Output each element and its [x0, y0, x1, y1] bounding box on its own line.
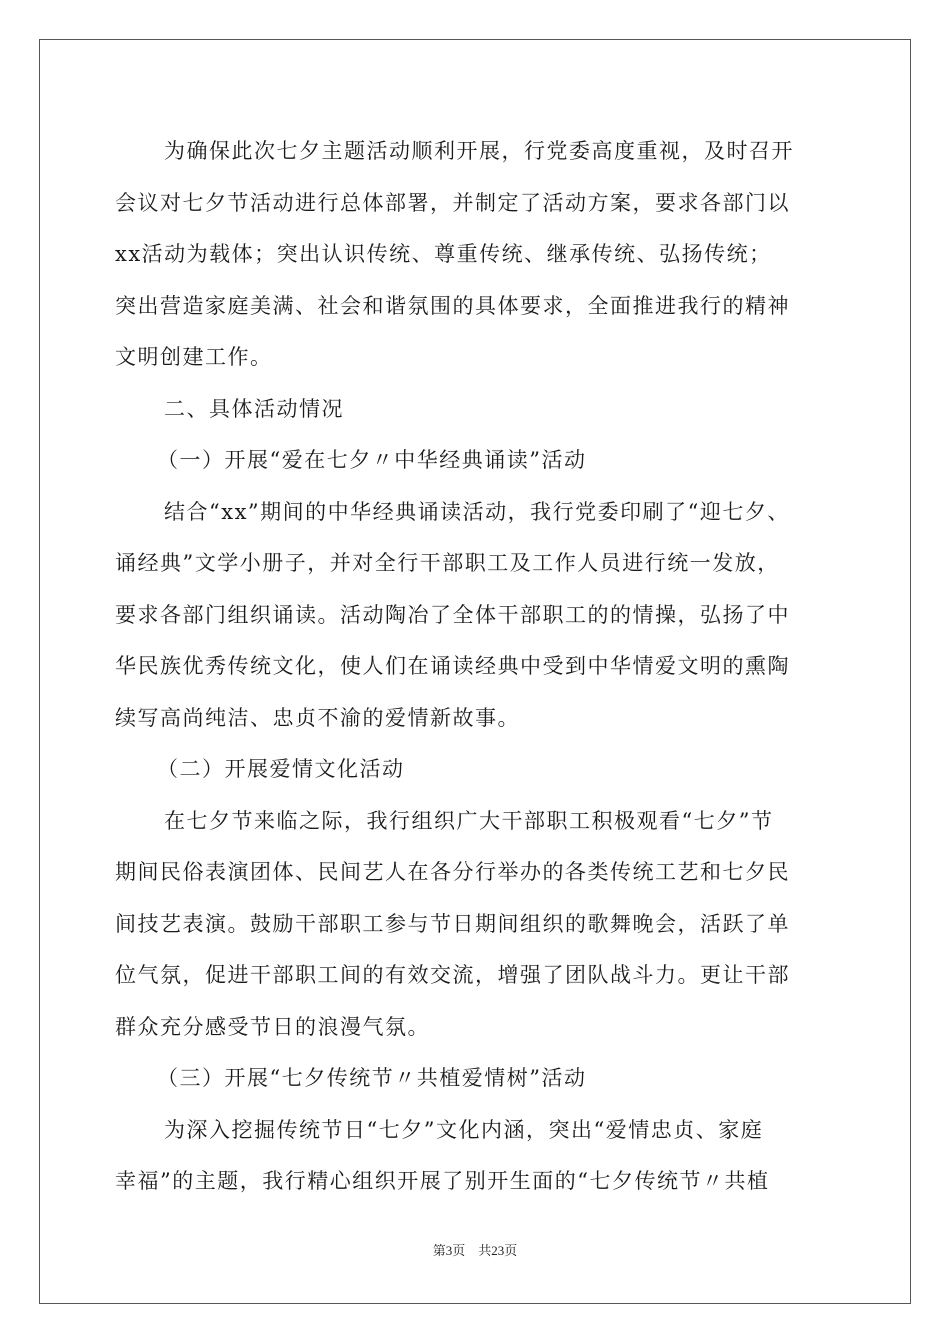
paragraph-line: 续写高尚纯洁、忠贞不渝的爱情新故事。 [115, 705, 520, 730]
paragraph-line: 文明创建工作。 [115, 345, 273, 369]
paragraph-line: 要求各部门组织诵读。活动陶冶了全体干部职工的的情操，弘扬了中 [115, 602, 790, 627]
paragraph-line: 群众充分感受节日的浪漫气氛。 [115, 1014, 430, 1039]
document-body [115, 126, 845, 1208]
paragraph-line: xx活动为载体；突出认识传统、尊重传统、继承传统、弘扬传统； [115, 242, 772, 266]
paragraph-line: 为深入挖掘传统节日“七夕”文化内涵，突出“爱情忠贞、家庭 [164, 1117, 764, 1142]
subsection-heading: （三）开展“七夕传统节〃共植爱情树”活动 [157, 1066, 587, 1090]
paragraph-line: 华民族优秀传统文化，使人们在诵读经典中受到中华情爱文明的熏陶 [115, 654, 790, 678]
paragraph-line: 为确保此次七夕主题活动顺利开展，行党委高度重视，及时召开 [164, 139, 794, 163]
subsection-heading: （二）开展爱情文化活动 [157, 757, 405, 781]
paragraph-line: 会议对七夕节活动进行总体部署，并制定了活动方案，要求各部门以 [115, 190, 790, 215]
paragraph-line: 间技艺表演。鼓励干部职工参与节日期间组织的歌舞晚会，活跃了单 [115, 911, 790, 936]
section-heading: 二、具体活动情况 [164, 396, 344, 421]
subsection-heading: （一）开展“爱在七夕〃中华经典诵读”活动 [157, 448, 587, 472]
paragraph-line: 在七夕节来临之际，我行组织广大干部职工积极观看“七夕”节 [164, 808, 774, 833]
paragraph-line: 期间民俗表演团体、民间艺人在各分行举办的各类传统工艺和七夕民 [115, 860, 790, 884]
paragraph-line: 位气氛，促进干部职工间的有效交流，增强了团队战斗力。更让干部 [115, 963, 790, 987]
page-number: 第3页 共23页 [432, 1243, 518, 1258]
paragraph-line: 幸福”的主题，我行精心组织开展了别开生面的“七夕传统节〃共植 [115, 1169, 770, 1193]
paragraph-line: 结合“xx”期间的中华经典诵读活动，我行党委印刷了“迎七夕、 [164, 499, 790, 524]
paragraph-line: 突出营造家庭美满、社会和谐氛围的具体要求，全面推进我行的精神 [115, 293, 790, 318]
paragraph-line: 诵经典”文学小册子，并对全行干部职工及工作人员进行统一发放， [115, 551, 780, 575]
